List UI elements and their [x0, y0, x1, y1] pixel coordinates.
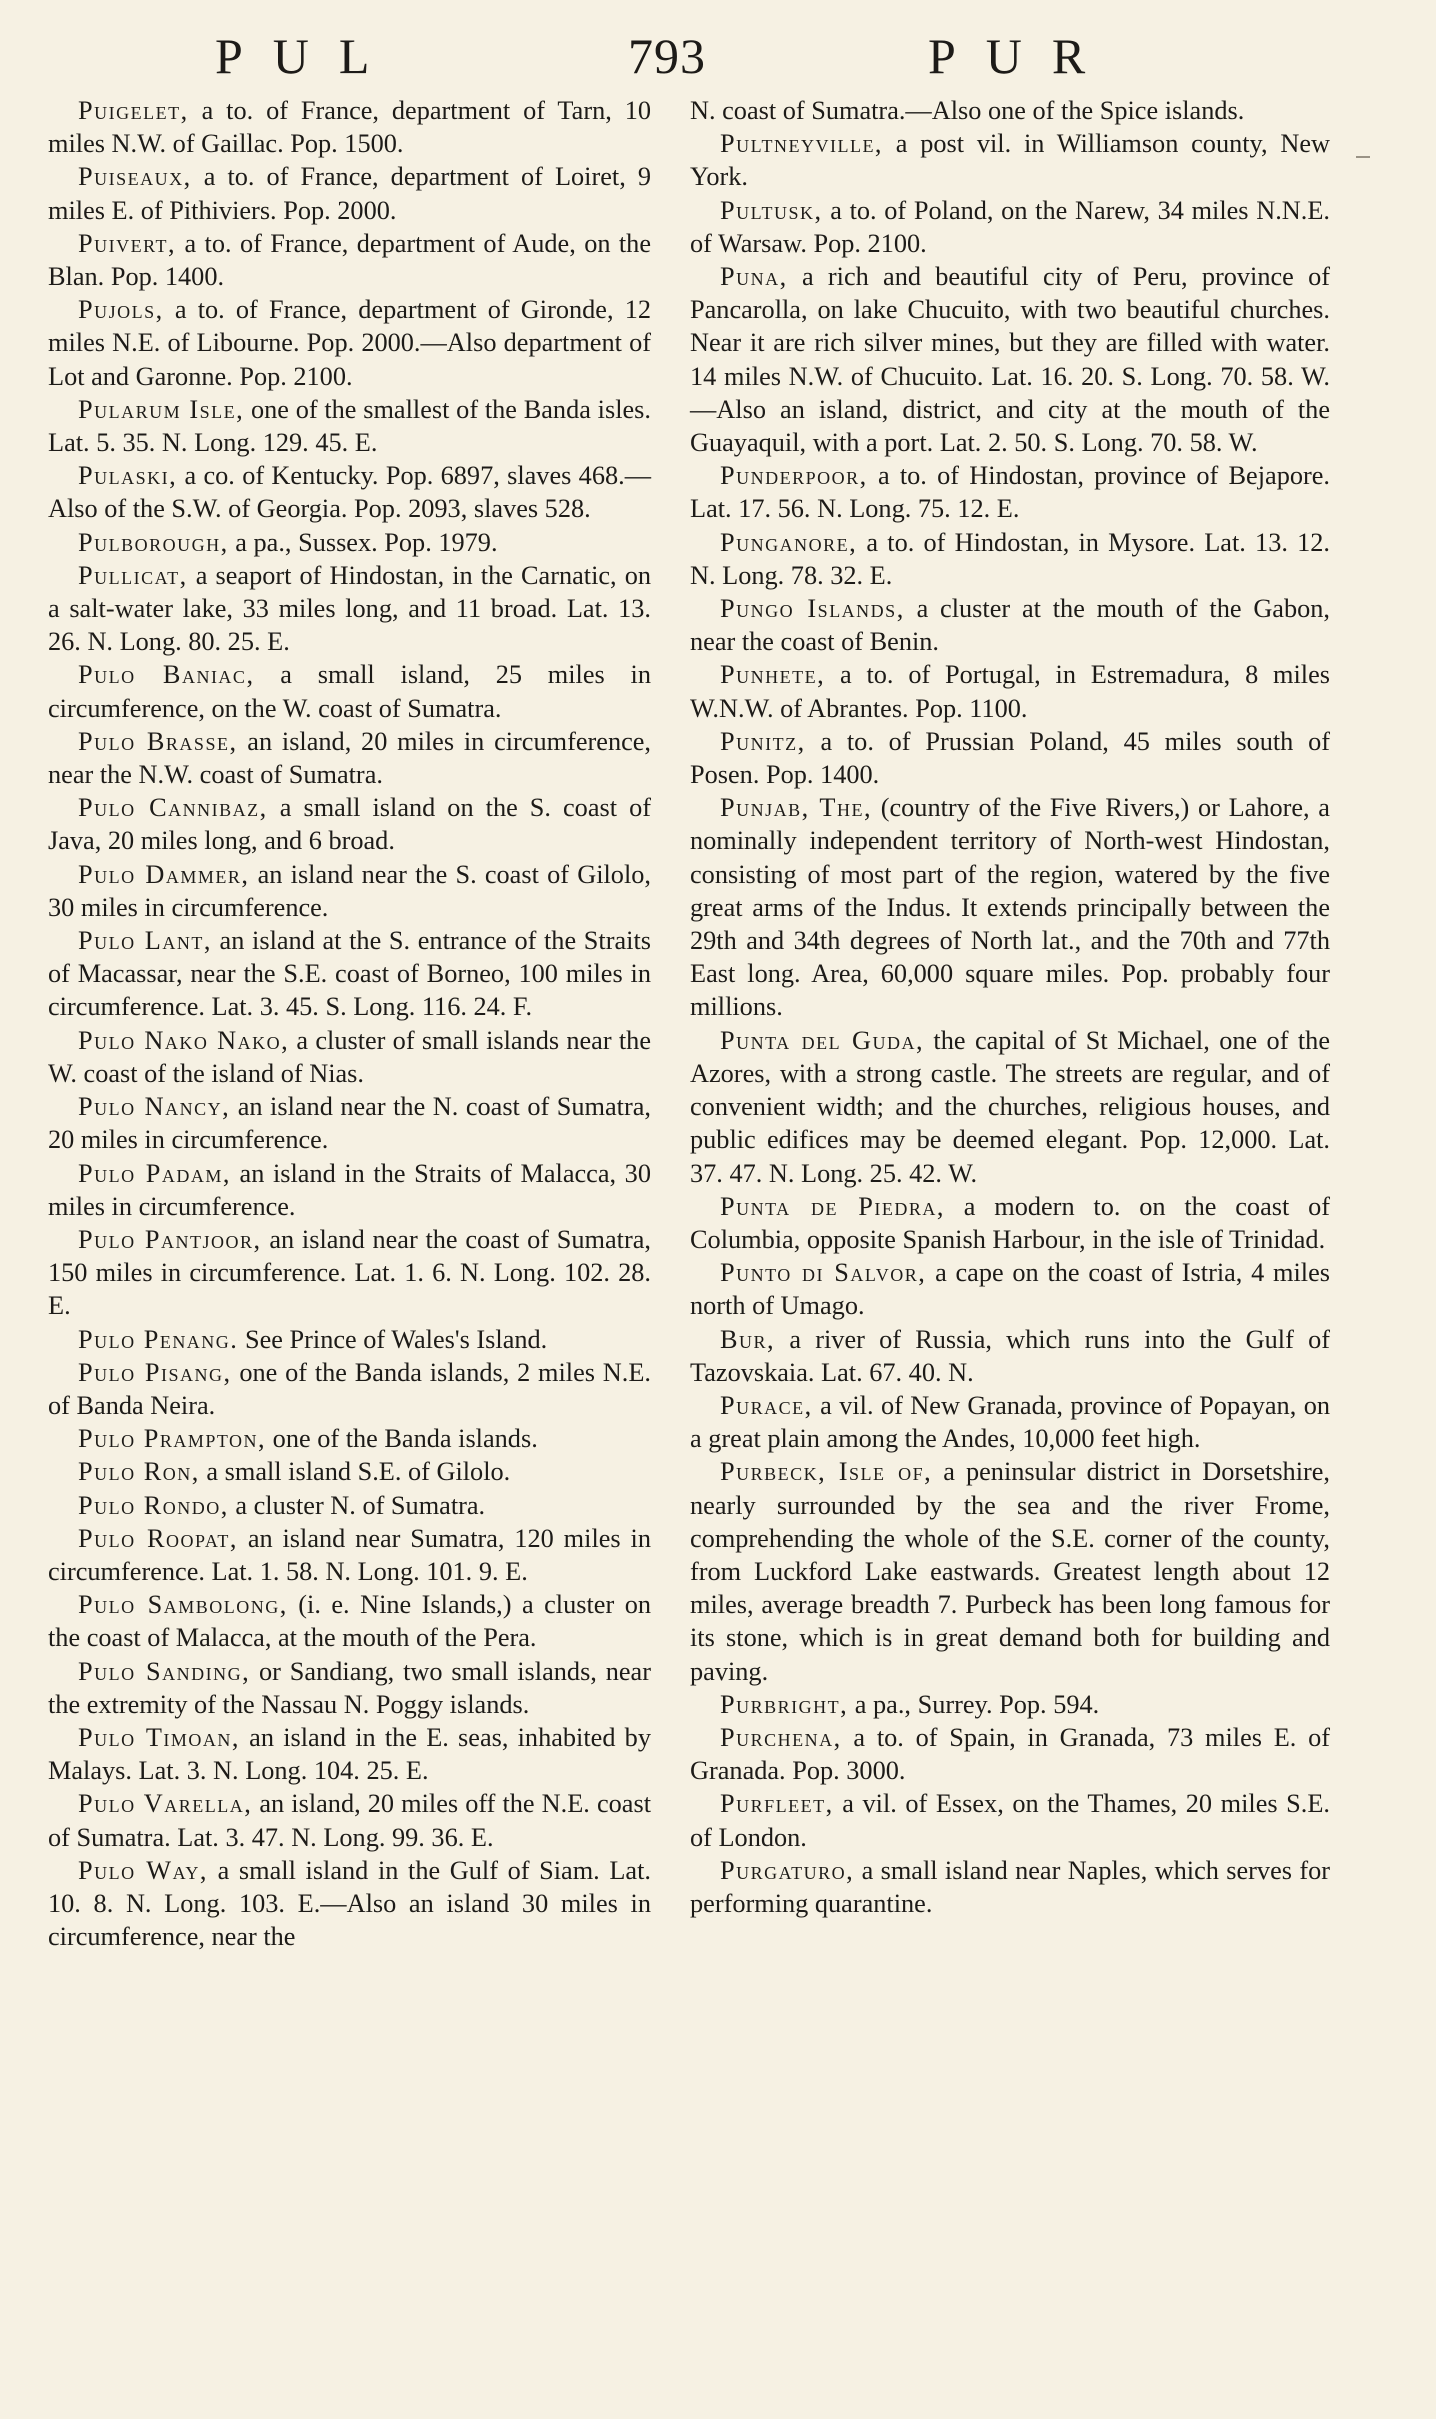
entry-headword: Bur, [720, 1324, 776, 1354]
gazetteer-entry [48, 1422, 651, 1455]
entry-text: a post vil. in Williamson county, New York. [690, 129, 1330, 192]
entry-headword: Punta del Guda, [720, 1025, 925, 1055]
gazetteer-entry [48, 1489, 651, 1522]
entry-text: (i. e. Nine Islands,) a cluster on the coast of Malacca, at the mouth of the Pera. [48, 1590, 651, 1653]
entry-headword: Pultneyville, [720, 129, 884, 159]
entry-headword: Pulo Rondo, [78, 1490, 229, 1520]
entry-text: or Sandiang, two small islands, near the extremity of the Nassau N. Poggy islands. [48, 1656, 651, 1719]
right-column [690, 94, 1330, 1920]
entry-text: (country of the Five Rivers,) or Lahore, a nominally independent territory of North-west Hindostan, consisting of most part of the region, watered by the five great arms of the Indus. It extends principally between the 29th and 34th degrees of North lat., and the 70th and 77th East long. Area, 60,000 square miles. Pop. probably four millions. [690, 793, 1330, 1022]
entry-text: a river of Russia, which runs into the Gulf of Tazovskaia. Lat. 67. 40. N. [690, 1324, 1330, 1387]
gazetteer-entry [48, 526, 651, 559]
gazetteer-entry [690, 1323, 1330, 1389]
entry-text: a to. of Poland, on the Narew, 34 miles N.N.E. of Warsaw. Pop. 2100. [690, 195, 1330, 258]
gazetteer-entry [690, 791, 1330, 1023]
entry-text: a vil. of Essex, on the Thames, 20 miles S.E. of London. [690, 1789, 1330, 1852]
entry-headword: Purbright, [720, 1689, 849, 1719]
gazetteer-entry [690, 658, 1330, 724]
entry-headword: Pulo Sambolong, [78, 1590, 288, 1620]
entry-headword: Pulo Lant, [78, 926, 212, 956]
entry-headword: Pulo Ron, [78, 1457, 200, 1487]
entry-text: a to. of Spain, in Granada, 73 miles E. of Granada. Pop. 3000. [690, 1722, 1330, 1786]
entry-text: See Prince of Wales's Island. [238, 1324, 548, 1354]
entry-text: a co. of Kentucky. Pop. 6897, slaves 468.—Also of the S.W. of Georgia. Pop. 2093, slaves 528. [48, 461, 651, 524]
gazetteer-entry [48, 160, 651, 226]
entry-text: a to. of France, department of Loiret, 9 miles E. of Pithiviers. Pop. 2000. [48, 162, 651, 225]
entry-headword: Puiseaux, [78, 162, 192, 192]
entry-text: an island in the E. seas, inhabited by Malays. Lat. 3. N. Long. 104. 25. E. [48, 1722, 651, 1786]
gazetteer-entry [48, 858, 651, 924]
gazetteer-entry [690, 1787, 1330, 1853]
gazetteer-entry [48, 1356, 651, 1422]
gazetteer-entry [48, 658, 651, 724]
entry-headword: Pujols, [78, 295, 164, 325]
gazetteer-entry [48, 459, 651, 525]
entry-text: the capital of St Michael, one of the Azores, with a strong castle. The streets are regular, and of convenient width; and the churches, religious houses, and public edifices may be deemed elegant. Pop. 12,000. Lat. 37. 47. N. Long. 25. 42. W. [690, 1025, 1330, 1188]
entry-text: a cape on the coast of Istria, 4 miles north of Umago. [690, 1258, 1330, 1321]
gazetteer-entry [690, 1688, 1330, 1721]
gazetteer-entry [48, 924, 651, 1024]
gazetteer-entry [690, 1024, 1330, 1190]
gazetteer-entry [48, 559, 651, 659]
entry-headword: Pulo Pisang, [78, 1357, 232, 1387]
entry-headword: Punto di Salvor, [720, 1258, 927, 1288]
gazetteer-entry [690, 459, 1330, 525]
entry-headword: Pulo Sanding, [78, 1656, 251, 1686]
gazetteer-entry [690, 260, 1330, 459]
entry-text: a cluster of small islands near the W. coast of the island of Nias. [48, 1025, 651, 1088]
entry-headword: Pulo Dammer, [78, 859, 250, 889]
entry-headword: Pulo Pantjoor, [78, 1224, 262, 1254]
entry-headword: Pulo Nako Nako, [78, 1025, 290, 1055]
entry-headword: Pulo Way, [78, 1855, 209, 1885]
entry-headword: Pulo Nancy, [78, 1092, 231, 1122]
entry-headword: Punganore, [720, 527, 858, 557]
header-left-guideword: PUL [215, 28, 400, 84]
gazetteer-entry [690, 94, 1330, 127]
entry-text: a small island, 25 miles in circumference, on the W. coast of Sumatra. [48, 660, 651, 723]
entry-text: one of the Banda islands, 2 miles N.E. of Banda Neira. [48, 1357, 651, 1420]
entry-text: a to. of France, department of Tarn, 10 miles N.W. of Gaillac. Pop. 1500. [48, 96, 651, 159]
entry-text: a to. of Hindostan, province of Bejapore. Lat. 17. 56. N. Long. 75. 12. E. [690, 461, 1330, 524]
gazetteer-entry [48, 1090, 651, 1156]
entry-headword: Pulo Brasse, [78, 726, 238, 756]
entry-headword: Punderpoor, [720, 461, 868, 491]
entry-text: a seaport of Hindostan, in the Carnatic, on a salt-water lake, 33 miles long, and 11 broad. Lat. 13. 26. N. Long. 80. 25. E. [48, 560, 651, 657]
entry-headword: Pullicat, [78, 560, 188, 590]
entry-text: a to. of Prussian Poland, 45 miles south of Posen. Pop. 1400. [690, 726, 1330, 790]
gazetteer-entry [690, 592, 1330, 658]
entry-headword: Purfleet, [720, 1789, 834, 1819]
gazetteer-entry [48, 1024, 651, 1090]
left-column [48, 94, 651, 1953]
entry-headword: Pulborough, [78, 527, 229, 557]
entry-text: a to. of Portugal, in Estremadura, 8 miles W.N.W. of Abrantes. Pop. 1100. [690, 660, 1330, 723]
entry-text: an island near the N. coast of Sumatra, 20 miles in circumference. [48, 1092, 651, 1155]
entry-text: a to. of France, department of Gironde, 12 miles N.E. of Libourne. Pop. 2000.—Also department of Lot and Garonne. Pop. 2100. [48, 295, 651, 391]
gazetteer-entry [48, 1721, 651, 1787]
entry-text: a rich and beautiful city of Peru, province of Pancarolla, on lake Chucuito, with two beautiful churches. Near it are rich silver mines, but they are filled with water. 14 miles N.W. of Chucuito. Lat. 16. 20. S. Long. 70. 58. W.—Also an island, district, and city at the mouth of the Guayaquil, with a port. Lat. 2. 50. S. Long. 70. 58. W. [690, 262, 1330, 458]
header-right-guideword: PUR [928, 28, 1116, 84]
entry-text: a to. of Hindostan, in Mysore. Lat. 13. 12. N. Long. 78. 32. E. [690, 527, 1330, 590]
entry-text: a cluster N. of Sumatra. [228, 1490, 486, 1520]
entry-text: a small island S.E. of Gilolo. [199, 1457, 511, 1487]
gazetteer-entry [48, 725, 651, 791]
entry-headword: Pularum Isle, [78, 394, 245, 424]
gazetteer-entry [48, 1522, 651, 1588]
gazetteer-entry [48, 1223, 651, 1323]
gazetteer-entry [48, 1157, 651, 1223]
entry-text: an island, 20 miles in circumference, near the N.W. coast of Sumatra. [48, 726, 652, 790]
gazetteer-entry [690, 1389, 1330, 1455]
gazetteer-entry [690, 526, 1330, 592]
entry-headword: Puigelet, [78, 96, 189, 125]
gazetteer-entry [690, 1721, 1330, 1787]
gazetteer-entry [690, 1854, 1330, 1920]
entry-headword: Punta de Piedra, [720, 1191, 945, 1221]
entry-text: a small island on the S. coast of Java, 20 miles long, and 6 broad. [48, 793, 651, 856]
entry-text: N. coast of Sumatra.—Also one of the Spice islands. [690, 96, 1245, 125]
gazetteer-entry [48, 94, 651, 160]
entry-text: an island at the S. entrance of the Straits of Macassar, near the S.E. coast of Borneo, 100 miles in circumference. Lat. 3. 45. S. Long. 116. 24. F. [48, 926, 651, 1022]
entry-headword: Pulo Varella, [78, 1789, 253, 1819]
gazetteer-entry [48, 227, 651, 293]
gazetteer-entry [48, 393, 651, 459]
entry-headword: Punhete, [720, 660, 826, 690]
entry-headword: Puivert, [78, 228, 177, 258]
entry-headword: Pulo Padam, [78, 1158, 231, 1188]
gazetteer-entry [48, 1787, 651, 1853]
entry-headword: Pulaski, [78, 461, 178, 491]
page-number: 793 [628, 28, 706, 84]
entry-headword: Purace, [720, 1390, 813, 1420]
entry-headword: Pulo Timoan, [78, 1722, 240, 1752]
gazetteer-entry [48, 293, 651, 393]
gazetteer-entry [48, 1588, 651, 1654]
page-header [0, 26, 1436, 96]
gazetteer-entry [48, 1854, 651, 1954]
entry-headword: Purchena, [720, 1722, 842, 1752]
entry-headword: Pulo Penang. [78, 1324, 239, 1354]
entry-headword: Punjab, The, [720, 793, 873, 823]
entry-headword: Pulo Prampton, [78, 1424, 267, 1454]
entry-text: a pa., Surrey. Pop. 594. [848, 1689, 1100, 1719]
gazetteer-entry [48, 1323, 651, 1356]
entry-text: an island near the S. coast of Gilolo, 30 miles in circumference. [48, 859, 651, 922]
gazetteer-entry [690, 194, 1330, 260]
entry-text: a to. of France, department of Aude, on the Blan. Pop. 1400. [48, 228, 651, 292]
entry-text: an island near the coast of Sumatra, 150 miles in circumference. Lat. 1. 6. N. Long. 102. 28. E. [48, 1224, 651, 1321]
gazetteer-entry [690, 725, 1330, 791]
entry-headword: Pulo Cannibaz, [78, 793, 268, 823]
margin-mark [1356, 156, 1370, 158]
entry-text: a peninsular district in Dorsetshire, nearly surrounded by the sea and the river Frome, comprehending the whole of the S.E. corner of the county, from Luckford Lake eastwards. Greatest length about 12 miles, average breadth 7. Purbeck has been long famous for its stone, which is in great demand both for building and paving. [690, 1457, 1331, 1686]
gazetteer-entry [690, 1190, 1330, 1256]
gazetteer-entry [48, 1455, 651, 1488]
entry-headword: Purbeck, Isle of, [720, 1457, 933, 1487]
gazetteer-entry [48, 791, 651, 857]
gazetteer-entry [690, 1455, 1330, 1687]
entry-text: an island in the Straits of Malacca, 30 miles in circumference. [48, 1158, 651, 1221]
entry-text: one of the Banda islands. [266, 1424, 538, 1454]
entry-text: an island, 20 miles off the N.E. coast of Sumatra. Lat. 3. 47. N. Long. 99. 36. E. [48, 1789, 652, 1852]
entry-headword: Pultusk, [720, 195, 823, 225]
entry-text: a small island near Naples, which serves for performing quarantine. [690, 1855, 1330, 1918]
entry-headword: Punitz, [720, 726, 806, 756]
entry-text: an island near Sumatra, 120 miles in circumference. Lat. 1. 58. N. Long. 101. 9. E. [48, 1523, 651, 1586]
entry-text: a cluster at the mouth of the Gabon, near the coast of Benin. [690, 594, 1330, 657]
entry-headword: Pulo Roopat, [78, 1523, 238, 1553]
gazetteer-entry [690, 1256, 1330, 1322]
entry-text: a pa., Sussex. Pop. 1979. [228, 527, 498, 557]
gazetteer-entry [48, 1655, 651, 1721]
entry-headword: Purgaturo, [720, 1855, 855, 1885]
entry-text: a modern to. on the coast of Columbia, opposite Spanish Harbour, in the isle of Trinidad. [690, 1191, 1330, 1254]
entry-headword: Pulo Baniac, [78, 660, 255, 690]
entry-headword: Puna, [720, 262, 788, 292]
gazetteer-entry [690, 127, 1330, 193]
entry-text: one of the smallest of the Banda isles. Lat. 5. 35. N. Long. 129. 45. E. [48, 394, 651, 458]
entry-headword: Pungo Islands, [720, 594, 905, 624]
entry-text: a small island in the Gulf of Siam. Lat. 10. 8. N. Long. 103. E.—Also an island 30 miles in circumference, near the [48, 1855, 651, 1952]
entry-text: a vil. of New Granada, province of Popayan, on a great plain among the Andes, 10,000 feet high. [690, 1390, 1330, 1454]
